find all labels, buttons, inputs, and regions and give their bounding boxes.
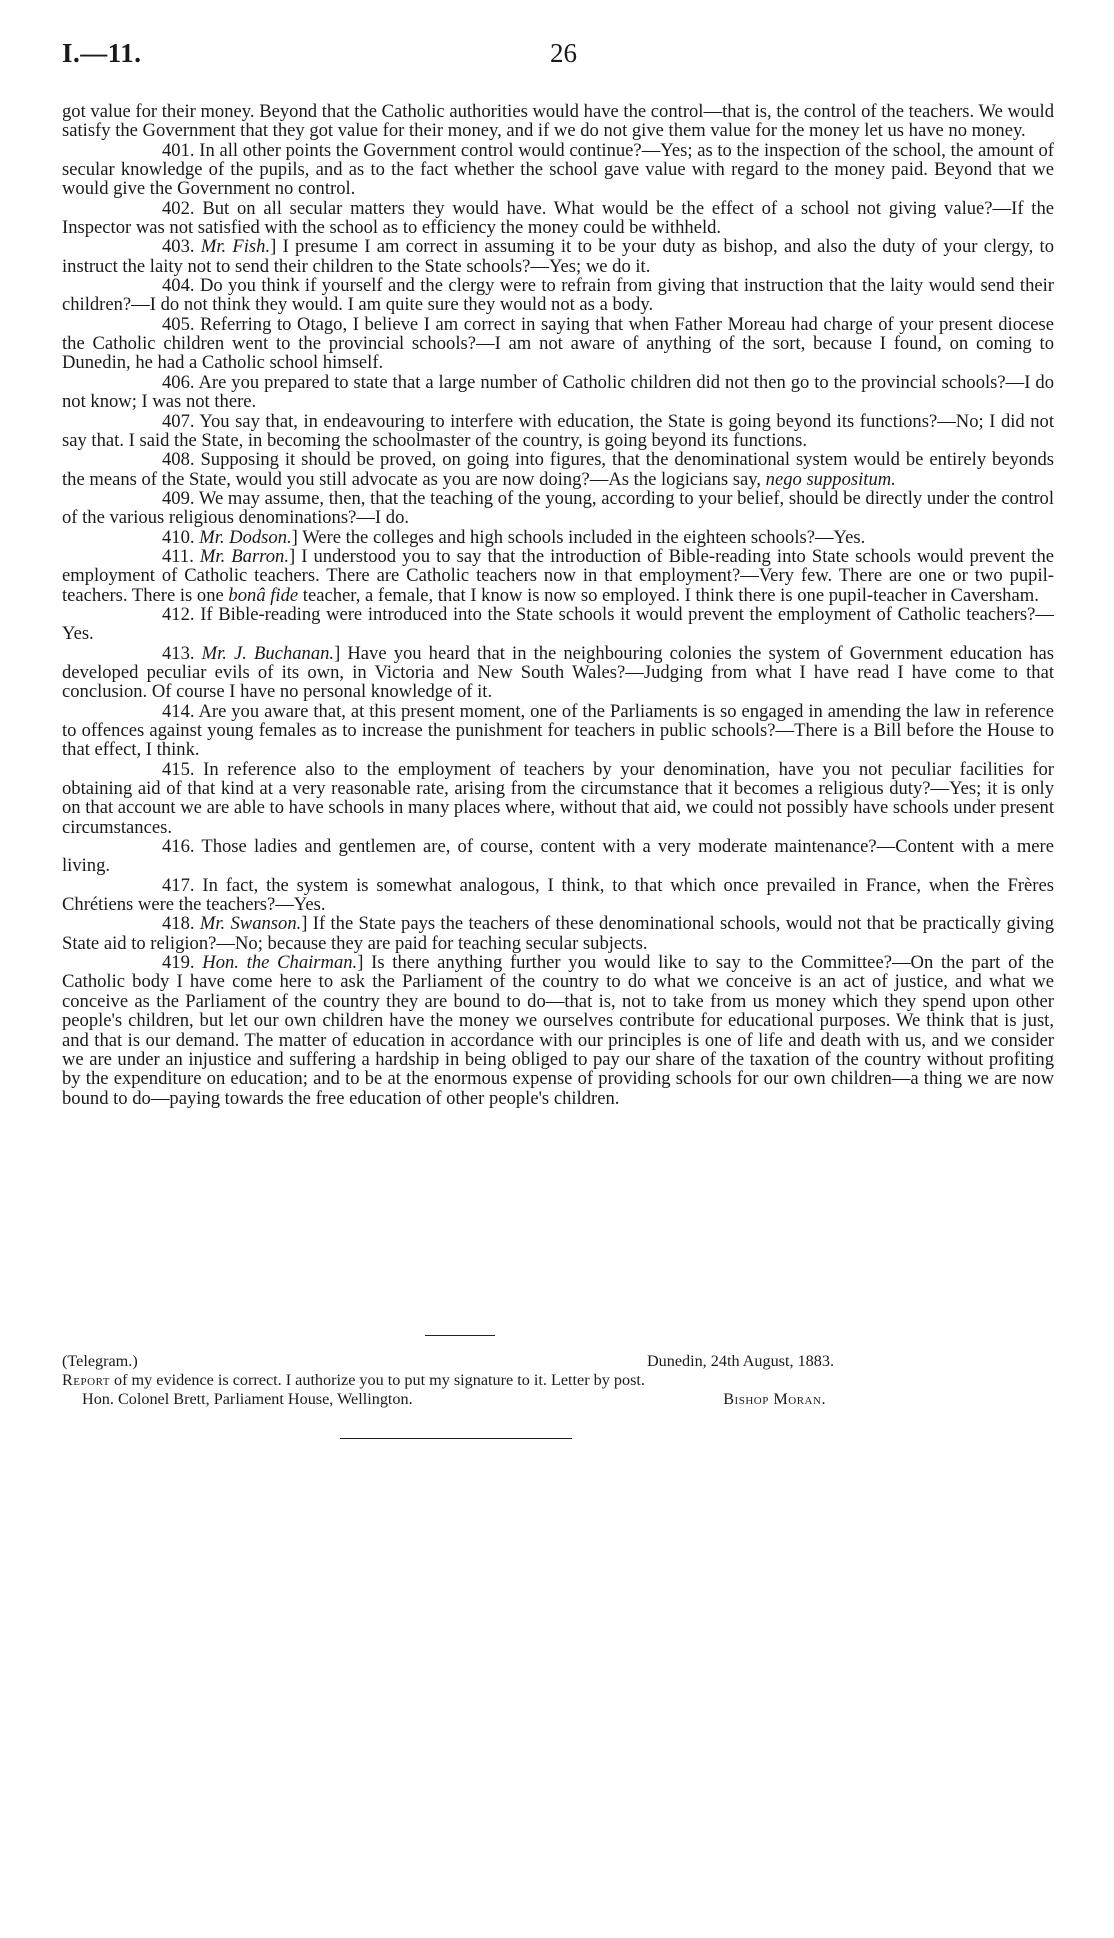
paragraph-text: Do you think if yourself and the clergy were to refrain from giving that instruction that the laity would send their children?—I do not think they would. I am quite sure they would not as a body. — [62, 275, 1054, 316]
paragraph-text-continued: teacher, a female, that I know is now so employed. I think there is one pupil-teacher in Caversham. — [302, 584, 1039, 606]
paragraph-text: If the State pays the teachers of these denominational schools, would not that be practically giving State aid to religion?—No; because they are paid for teaching secular subjects. — [62, 913, 1054, 954]
paragraph-text: I understood you to say that the introduction of Bible-reading into State schools would prevent the employment of Catholic teachers. There are Catholic teachers now in that employment?—Very few. There are one or two pupil-teachers. There is one — [62, 545, 1055, 606]
paragraph-text: Are you aware that, at this present moment, one of the Parliaments is so engaged in amending the law in reference to offences against young females as to increase the punishment for teachers in public schools?—There is a Bill before the House to that effect, I think. — [62, 700, 1054, 761]
telegram-signature: Bishop Moran. — [723, 1390, 826, 1408]
paragraph-text: Those ladies and gentlemen are, of course, content with a very moderate maintenance?—Content with a mere living. — [62, 836, 1055, 877]
evidence-paragraph — [62, 760, 1054, 837]
question-number: 414. — [162, 700, 195, 722]
evidence-paragraph — [62, 450, 1054, 489]
question-number: 409. — [162, 487, 195, 509]
paragraph-text: Supposing it should be proved, on going into figures, that the denominational system would be entirely beyonds the means of the State, would you still advocate as you are now doing?—As the logicians say, — [62, 449, 1054, 490]
question-number: 406. — [162, 371, 195, 393]
speaker-name: Mr. J. Buchanan. — [201, 642, 335, 664]
question-number: 408. — [162, 449, 195, 471]
question-number: 407. — [162, 410, 195, 432]
telegram-addressee: Hon. Colonel Brett, Parliament House, Wellington. — [82, 1390, 413, 1408]
paragraph-text: In fact, the system is somewhat analogous, I think, to that which once prevailed in France, when the Frères Chrétiens were the teachers?—Yes. — [62, 874, 1054, 916]
evidence-paragraph — [62, 141, 1054, 199]
question-number: 416. — [162, 836, 195, 858]
paragraph-text: Is there anything further you would like to say to the Committee?—On the part of the Catholic body I have come here to ask the Parliament of the country to do what we conceive is an act of justice, and what we conceive as the Parliament of the country they are bound to do—that is, not to take from us money which they spend upon other people's children, but let our own children have the money we ourselves contribute for educational purposes. We think that is just, and that is our demand. The matter of education in accordance with our principles is one of life and death with us, and we consider we are under an injustice and suffering a hardship in being obliged to pay our share of the taxation of the country without profiting by the expenditure on education; and to be at the enormous expense of providing schools for our own children—a thing we are now bound to do—paying towards the free education of other people's children. — [62, 952, 1055, 1109]
paragraph-text: You say that, in endeavouring to interfere with education, the State is going beyond its functions?—No; I did not say that. I said the State, in becoming the schoolmaster of the country, is going beyond its functions. — [62, 410, 1054, 451]
evidence-paragraph — [62, 315, 1054, 373]
paragraph-text: Are you prepared to state that a large number of Catholic children did not then go to the provincial schools?—I do not know; I was not there. — [62, 371, 1054, 413]
evidence-paragraph — [62, 199, 1054, 238]
page-number: 26 — [550, 38, 577, 68]
telegram-label: (Telegram.) — [62, 1352, 138, 1370]
paragraph-text: Were the colleges and high schools included in the eighteen schools?—Yes. — [302, 526, 866, 548]
evidence-paragraph: 413. Mr. J. Buchanan.] Have you heard that in the neighbouring colonies the system of Government education has developed peculiar evils of its own, in Victoria and New South Wales?—Judging from what I have read I have come to that conclusion. Of course I have no personal knowledge of it. — [62, 642, 1054, 703]
paragraph-text: In all other points the Government control would continue?—Yes; as to the inspection of the school, the amount of secular knowledge of the pupils, and as to the fact whether the school gave value with regard to the money paid. Beyond that we would give the Government no control. — [62, 139, 1054, 200]
question-number: 411. — [162, 545, 194, 567]
evidence-paragraph — [62, 876, 1054, 915]
question-number: 410. — [162, 526, 195, 548]
question-number: 413. — [162, 642, 195, 664]
paragraph-text: We may assume, then, that the teaching of the young, according to your belief, should be directly under the control of the various religious denominations?—I do. — [62, 487, 1055, 529]
question-number: 402. — [162, 197, 195, 219]
evidence-paragraph — [62, 605, 1054, 644]
question-number: 419. — [162, 952, 195, 974]
question-number: 412. — [162, 603, 195, 625]
speaker-name: Mr. Barron. — [199, 545, 289, 567]
question-number: 418. — [162, 913, 195, 935]
evidence-paragraph: 419. Hon. the Chairman.] Is there anything further you would like to say to the Committee?—On the part of the Catholic body I have come here to ask the Parliament of the country to do what we conceive is an act of justice, and what we conceive as the Parliament of the country they are bound to do—that is, not to take from us money which they spend upon other people's children, but let our own children have the money we ourselves contribute for educational purposes. We think that is just, and that is our demand. The matter of education in accordance with our principles is one of life and death with us, and we consider we are under an injustice and suffering a hardship in being obliged to pay our share of the taxation of the country without profiting by the expenditure on education; and to be at the enormous expense of providing schools for our own children—a thing we are now bound to do—paying towards the free education of other people's children. — [62, 952, 1055, 1109]
speaker-name: Hon. the Chairman. — [202, 952, 358, 974]
evidence-paragraph — [62, 412, 1054, 451]
paragraph-text: Have you heard that in the neighbouring colonies the system of Government education has developed peculiar evils of its own, in Victoria and New South Wales?—Judging from what I have read I have come to that conclusion. Of course I have no personal knowledge of it. — [62, 642, 1054, 703]
paragraph-text: Referring to Otago, I believe I am correct in saying that when Father Moreau had charge of your present diocese the Catholic children went to the provincial schools?—I am not aware of anything of the sort, because I found, on coming to Dunedin, he had a Catholic school himself. — [62, 313, 1054, 374]
speaker-name: Mr. Fish. — [200, 236, 271, 258]
evidence-paragraph — [62, 489, 1054, 528]
question-number: 401. — [162, 139, 195, 161]
evidence-paragraph — [62, 102, 1054, 141]
document-reference: I.—11. — [62, 38, 142, 68]
latin-phrase: nego suppositum. — [765, 468, 896, 490]
evidence-paragraph — [62, 837, 1054, 876]
evidence-paragraph: 411. Mr. Barron.] I understood you to say that the introduction of Bible-reading into State schools would prevent the employment of Catholic teachers. There are Catholic teachers now in that employment?—Very few. There are one or two pupil-teachers. There is one bonâ fide teacher, a female, that I know is now so employed. I think there is one pupil-teacher in Caversham. — [62, 545, 1055, 606]
speaker-name: Mr. Dodson. — [199, 526, 292, 548]
evidence-paragraph — [62, 702, 1054, 760]
question-number: 415. — [162, 758, 195, 780]
paragraph-text: But on all secular matters they would have. What would be the effect of a school not giving value?—If the Inspector was not satisfied with the school as to efficiency the money could be withheld. — [62, 197, 1054, 239]
latin-phrase: bonâ fide — [228, 584, 299, 606]
question-number: 417. — [162, 874, 195, 896]
evidence-paragraph — [62, 373, 1054, 412]
evidence-paragraph: 403. Mr. Fish.] I presume I am correct in assuming it to be your duty as bishop, and also the duty of your clergy, to instruct the laity not to send their children to the State schools?—Yes; we do it. — [62, 236, 1055, 277]
question-number: 404. — [162, 275, 195, 297]
paragraph-text: got value for their money. Beyond that the Catholic authorities would have the control—that is, the control of the teachers. We would satisfy the Government that they got value for their money, and if we do not give them value for the money let us have no money. — [62, 101, 1054, 142]
paragraph-text: In reference also to the employment of teachers by your denomination, have you not peculiar facilities for obtaining aid of that kind at a very reasonable rate, arising from the circumstance that it becomes a religious duty?—Yes; it is only on that account we are able to have schools in many places where, without that aid, we could not possibly have schools under present circumstances. — [62, 758, 1054, 838]
page-header — [62, 38, 1052, 78]
question-number: 403. — [162, 236, 195, 258]
report-word: Report — [62, 1371, 110, 1389]
evidence-paragraph: 418. Mr. Swanson.] If the State pays the teachers of these denominational schools, would not that be practically giving State aid to religion?—No; because they are paid for teaching secular subjects. — [62, 913, 1054, 954]
evidence-paragraph: 410. Mr. Dodson.] Were the colleges and high schools included in the eighteen schools?—Yes. — [162, 526, 866, 548]
evidence-body — [62, 102, 1054, 1108]
section-divider-short — [425, 1335, 495, 1336]
telegram-report-line — [62, 1371, 645, 1390]
paragraph-text: I presume I am correct in assuming it to be your duty as bishop, and also the duty of your clergy, to instruct the laity not to send their children to the State schools?—Yes; we do it. — [62, 236, 1055, 277]
question-number: 405. — [162, 313, 195, 335]
telegram-place-date: Dunedin, 24th August, 1883. — [646, 1352, 834, 1370]
evidence-paragraph — [62, 276, 1054, 315]
report-text: of my evidence is correct. I authorize you to put my signature to it. Letter by post. — [114, 1371, 645, 1389]
closing-divider — [340, 1438, 572, 1439]
speaker-name: Mr. Swanson. — [199, 913, 302, 935]
paragraph-text: If Bible-reading were introduced into the State schools it would prevent the employment of Catholic teachers?—Yes. — [62, 603, 1054, 645]
